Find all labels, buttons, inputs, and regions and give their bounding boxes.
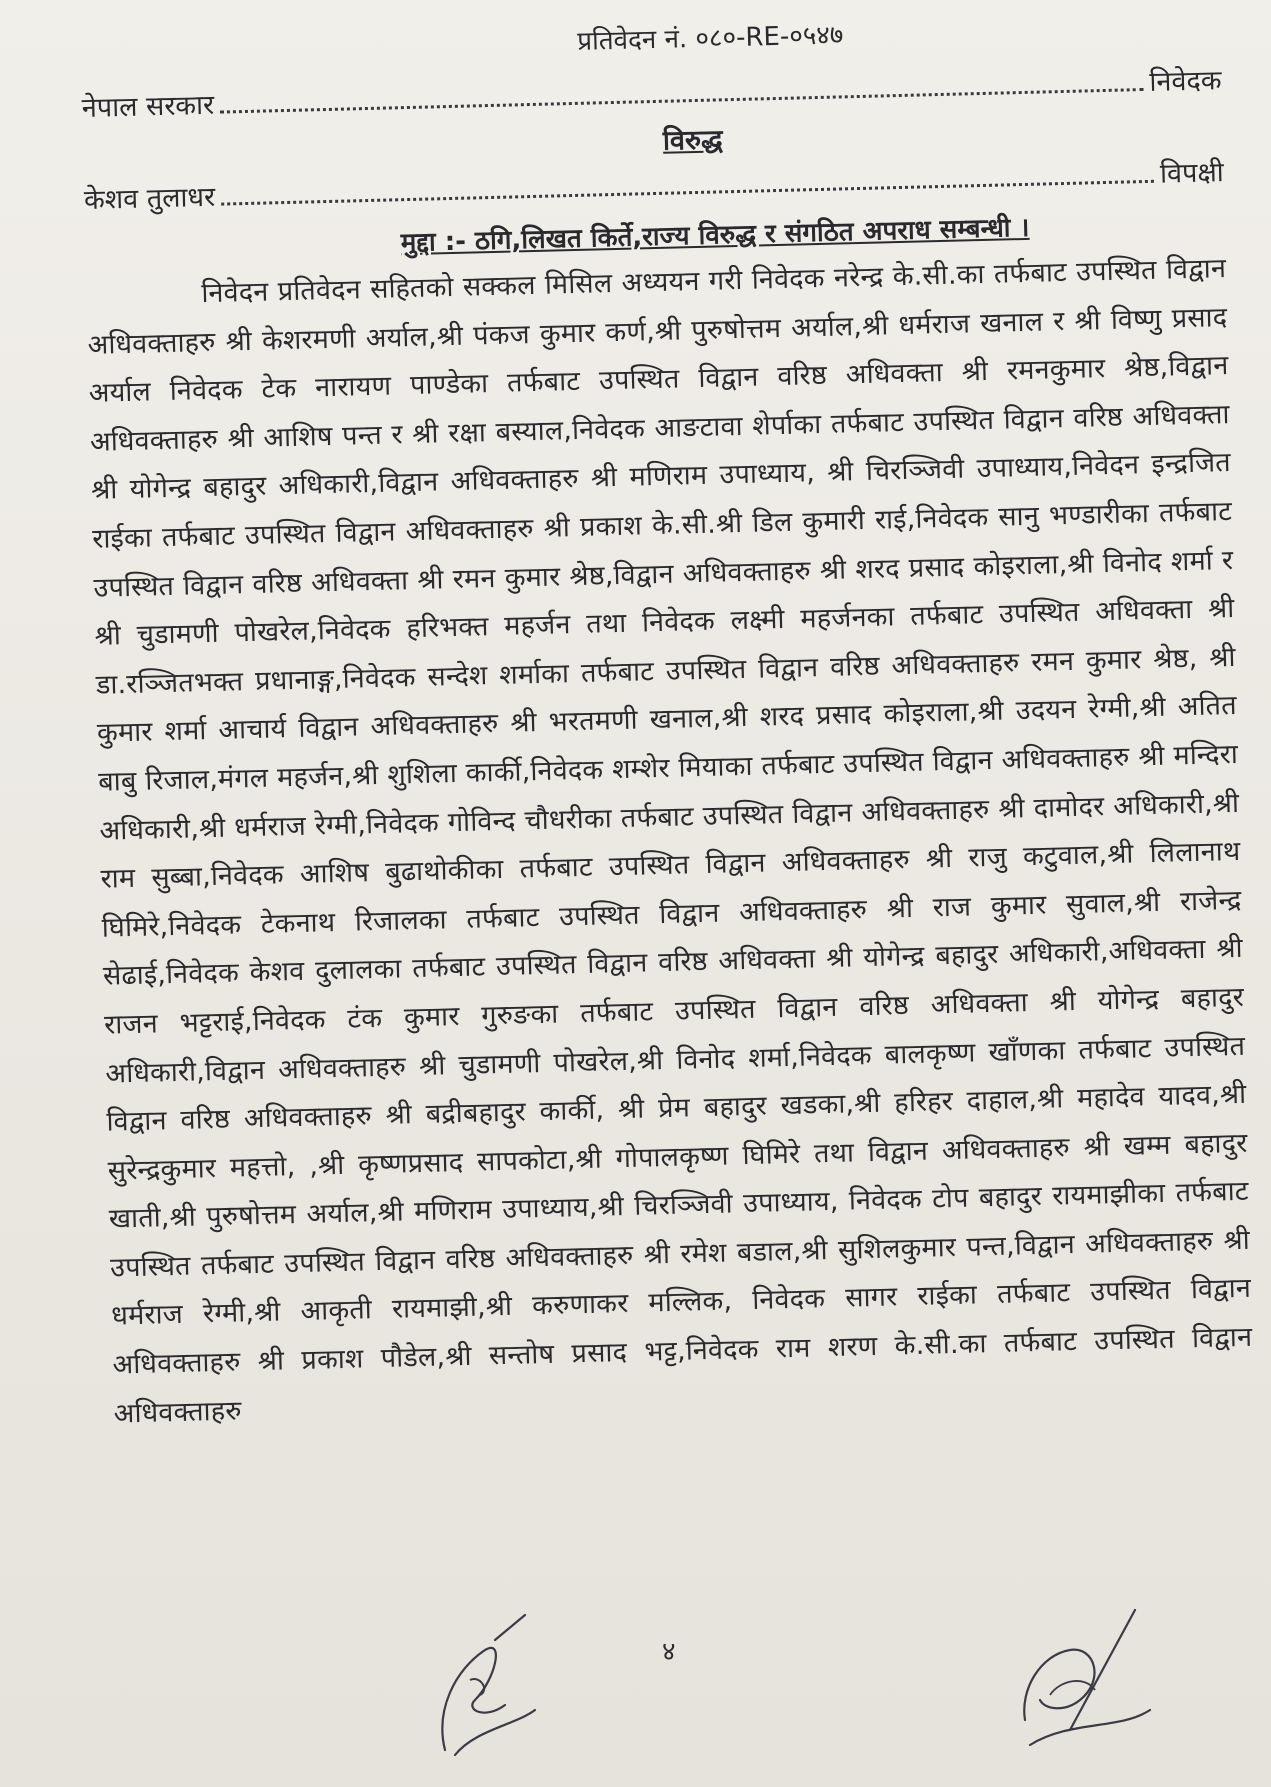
dotted-leader (220, 87, 1143, 114)
body-paragraph: निवेदन प्रतिवेदन सहितको सक्कल मिसिल अध्ययन गरी निवेदक नरेन्द्र के.सी.का तर्फबाट उपस्थित विद्वान अधिवक्ताहरु श्री केशरमणी अर्याल,श्री पंकज कुमार कर्ण,श्री पुरुषोत्तम अर्याल,श्री धर्मराज खनाल र श्री विष्णु प्रसाद अर्याल निवेदक टेक नारायण पाण्डेका तर्फबाट उपस्थित विद्वान वरिष्ठ अधिवक्ता श्री रमनकुमार श्रेष्ठ,विद्वान अधिवक्ताहरु श्री आशिष पन्त र श्री रक्षा बस्याल,निवेदक आङटावा शेर्पाका तर्फबाट उपस्थित विद्वान वरिष्ठ अधिवक्ता श्री योगेन्द्र बहादुर अधिकारी,विद्वान अधिवक्ताहरु श्री मणिराम उपाध्याय, श्री चिरञ्जिवी उपाध्याय,निवेदन इन्द्रजित राईका तर्फबाट उपस्थित विद्वान अधिवक्ताहरु श्री प्रकाश के.सी.श्री डिल कुमारी राई,निवेदक सानु भण्डारीका तर्फबाट उपस्थित विद्वान वरिष्ठ अधिवक्ता श्री रमन कुमार श्रेष्ठ,विद्वान अधिवक्ताहरु श्री शरद प्रसाद कोइराला,श्री विनोद शर्मा र श्री चुडामणी पोखरेल,निवेदक हरिभक्त महर्जन तथा निवेदक लक्ष्मी महर्जनका तर्फबाट उपस्थित अधिवक्ता श्री डा.रञ्जितभक्त प्रधानाङ्ग,निवेदक सन्देश शर्माका तर्फबाट उपस्थित विद्वान वरिष्ठ अधिवक्ताहरु रमन कुमार श्रेष्ठ, श्री कुमार शर्मा आचार्य विद्वान अधिवक्ताहरु श्री भरतमणी खनाल,श्री शरद प्रसाद कोइराला,श्री उदयन रेग्मी,श्री अतित बाबु रिजाल,मंगल महर्जन,श्री शुशिला कार्की,निवेदक शम्शेर मियाका तर्फबाट उपस्थित विद्वान अधिवक्ताहरु श्री मन्दिरा अधिकारी,श्री धर्मराज रेग्मी,निवेदक गोविन्द चौधरीका तर्फबाट उपस्थित विद्वान अधिवक्ताहरु श्री दामोदर अधिकारी,श्री राम सुब्बा,निवेदक आशिष बुढाथोकीका तर्फबाट उपस्थित विद्वान अधिवक्ताहरु श्री राजु कटुवाल,श्री लिलानाथ घिमिरे,निवेदक टेकनाथ रिजालका तर्फबाट उपस्थित विद्वान अधिवक्ताहरु श्री राज कुमार सुवाल,श्री राजेन्द्र सेढाई,निवेदक केशव दुलालका तर्फबाट उपस्थित विद्वान वरिष्ठ अधिवक्ता श्री योगेन्द्र बहादुर अधिकारी,अधिवक्ता श्री राजन भट्टराई,निवेदक टंक कुमार गुरुङका तर्फबाट उपस्थित विद्वान वरिष्ठ अधिवक्ता श्री योगेन्द्र बहादुर अधिकारी,विद्वान अधिवक्ताहरु श्री चुडामणी पोखरेल,श्री विनोद शर्मा,निवेदक बालकृष्ण खाँणका तर्फबाट उपस्थित विद्वान वरिष्ठ अधिवक्ताहरु श्री बद्रीबहादुर कार्की, श्री प्रेम बहादुर खडका,श्री हरिहर दाहाल,श्री महादेव यादव,श्री सुरेन्द्रकुमार महत्तो, ,श्री कृष्णप्रसाद सापकोटा,श्री गोपालकृष्ण घिमिरे तथा विद्वान अधिवक्ताहरु श्री खम्म बहादुर खाती,श्री पुरुषोत्तम अर्याल,श्री मणिराम उपाध्याय,श्री चिरञ्जिवी उपाध्याय, निवेदक टोप बहादुर रायमाझीका तर्फबाट उपस्थित तर्फबाट उपस्थित विद्वान वरिष्ठ अधिवक्ताहरु श्री रमेश बडाल,श्री सुशिलकुमार पन्त,विद्वान अधिवक्ताहरु श्री धर्मराज रेग्मी,श्री आकृती रायमाझी,श्री करुणाकर मल्लिक, निवेदक सागर राईका तर्फबाट उपस्थित विद्वान अधिवक्ताहरु श्री प्रकाश पौडेल,श्री सन्तोष प्रसाद भट्ट,निवेदक राम शरण के.सी.का तर्फबाट उपस्थित विद्वान अधिवक्ताहरु (87, 253, 1253, 1430)
versus-heading: विरुद्ध (662, 124, 724, 157)
dotted-leader (221, 179, 1154, 206)
document-content (80, 6, 1255, 1466)
signature-right (1010, 1600, 1160, 1750)
respondent-name: केशव तुलाधर (83, 181, 216, 216)
petitioner-role: निवेदक (1149, 65, 1222, 98)
signature-left (425, 1610, 555, 1760)
respondent-role: विपक्षी (1159, 157, 1225, 190)
case-subject: मुद्दा :- ठगि,लिखत किर्ते,राज्य विरुद्ध र संगठित अपराध सम्बन्धी । (400, 212, 1030, 259)
report-number: प्रतिवेदन नं. ०८०-RE-०५४७ (576, 20, 844, 57)
page-number: ४ (662, 1637, 676, 1667)
petitioner-name: नेपाल सरकार (81, 89, 215, 124)
